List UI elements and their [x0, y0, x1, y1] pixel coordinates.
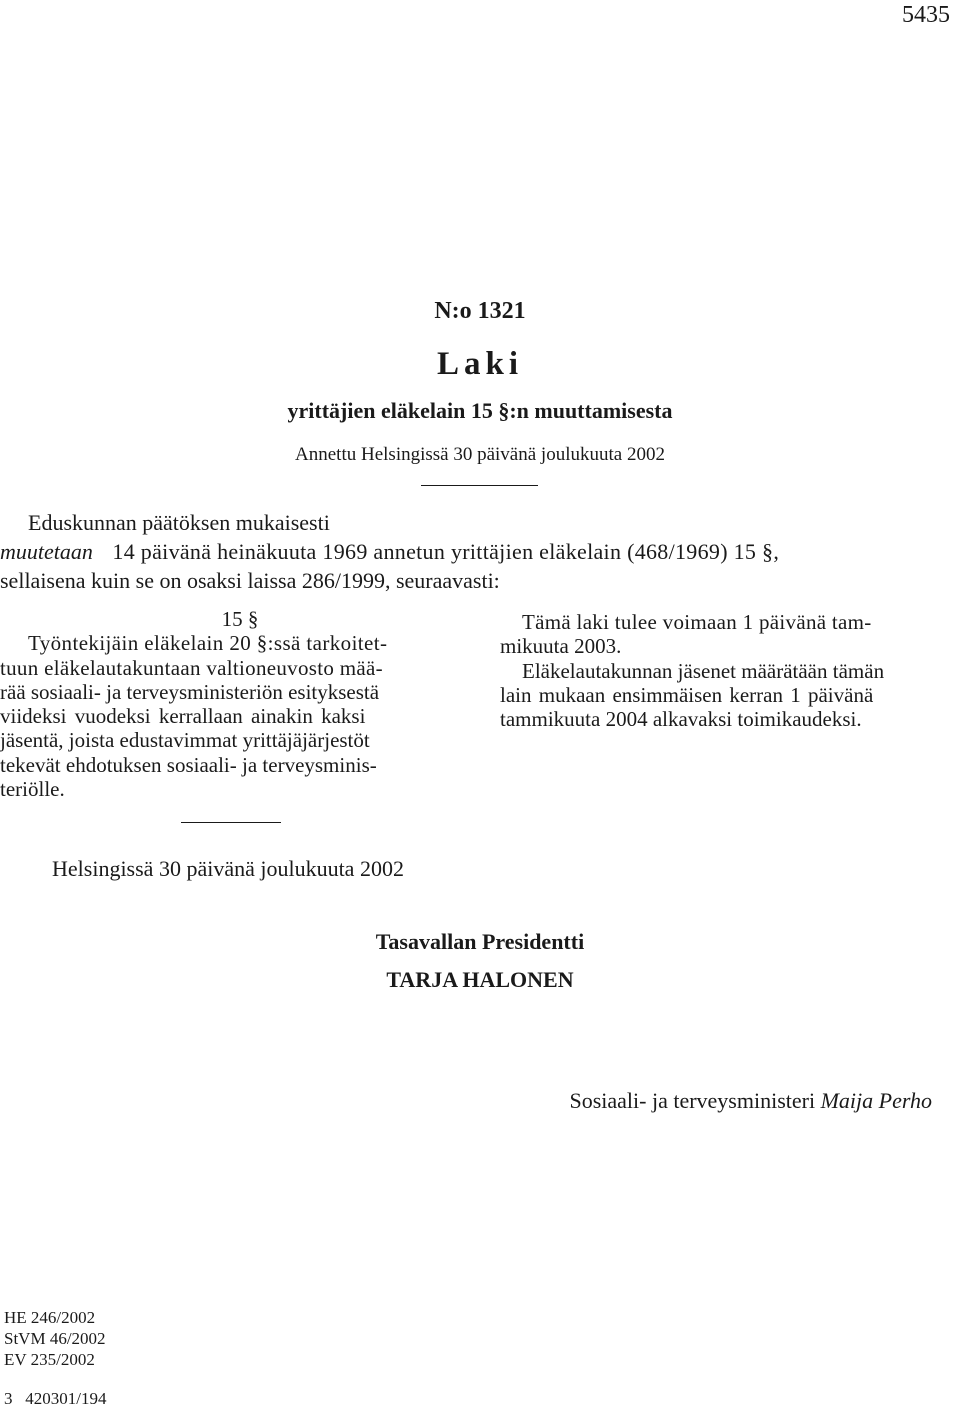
- section-line: jäsentä, joista edustavimmat yrittäjäjärjestöt: [0, 728, 370, 753]
- law-subtitle: yrittäjien eläkelain 15 §:n muuttamisesta: [287, 398, 673, 423]
- section-line: viideksi vuodeksi kerrallaan ainakin kaksi: [0, 704, 366, 729]
- president-name: TARJA HALONEN: [386, 967, 574, 992]
- minister-signature: [569, 1088, 932, 1114]
- given-date: Annettu Helsingissä 30 päivänä joulukuuta 2002: [295, 444, 665, 465]
- page-number: 5435: [902, 2, 950, 28]
- section-number: 15 §: [221, 607, 259, 631]
- president-title: Tasavallan Presidentti: [375, 929, 585, 954]
- intro-line-2-rest: 14 päivänä heinäkuuta 1969 annetun yrittäjien eläkelain (468/1969) 15 §,: [112, 539, 780, 564]
- intro-keyword-muutetaan: muutetaan: [0, 539, 93, 564]
- entry-into-force-column: [500, 610, 957, 731]
- section-line: rää sosiaali- ja terveysministeriön esityksestä: [0, 679, 380, 704]
- section-line: teriölle.: [0, 777, 65, 802]
- section-line: tekevät ehdotuksen sosiaali- ja terveysminis-: [0, 752, 377, 777]
- entry-line: lain mukaan ensimmäisen kerran 1 päivänä: [500, 682, 874, 707]
- law-type-heading: Laki: [436, 346, 524, 382]
- minister-name: Maija Perho: [820, 1088, 932, 1113]
- section-line: Työntekijäin eläkelain 20 §:ssä tarkoitet-: [28, 631, 388, 656]
- divider-middle: [181, 822, 281, 823]
- legislative-references: [4, 1307, 106, 1370]
- entry-line: tammikuuta 2004 alkavaksi toimikaudeksi.: [500, 707, 862, 732]
- section-15-column: [0, 607, 462, 801]
- intro-paragraph: [0, 508, 960, 595]
- intro-line-3: sellaisena kuin se on osaksi laissa 286/1999, seuraavasti:: [0, 568, 500, 593]
- signing-place-date: Helsingissä 30 päivänä joulukuuta 2002: [52, 856, 404, 881]
- law-number: N:o 1321: [434, 298, 526, 324]
- entry-line: Tämä laki tulee voimaan 1 päivänä tam-: [522, 610, 872, 634]
- reference-government-proposal: HE 246/2002: [4, 1308, 96, 1327]
- minister-title: Sosiaali- ja terveysministeri: [569, 1088, 816, 1113]
- entry-line: Eläkelautakunnan jäsenet määrätään tämän: [522, 658, 885, 683]
- divider-top: [421, 485, 538, 486]
- reference-committee-report: StVM 46/2002: [4, 1329, 106, 1348]
- entry-line: mikuuta 2003.: [500, 634, 622, 659]
- print-code: 3 420301/194: [4, 1389, 107, 1408]
- intro-line-1: Eduskunnan päätöksen mukaisesti: [28, 510, 330, 535]
- intro-line-2: [0, 537, 960, 566]
- section-line: tuun eläkelautakuntaan valtioneuvosto mää-: [0, 655, 383, 680]
- reference-parliament-reply: EV 235/2002: [4, 1350, 95, 1369]
